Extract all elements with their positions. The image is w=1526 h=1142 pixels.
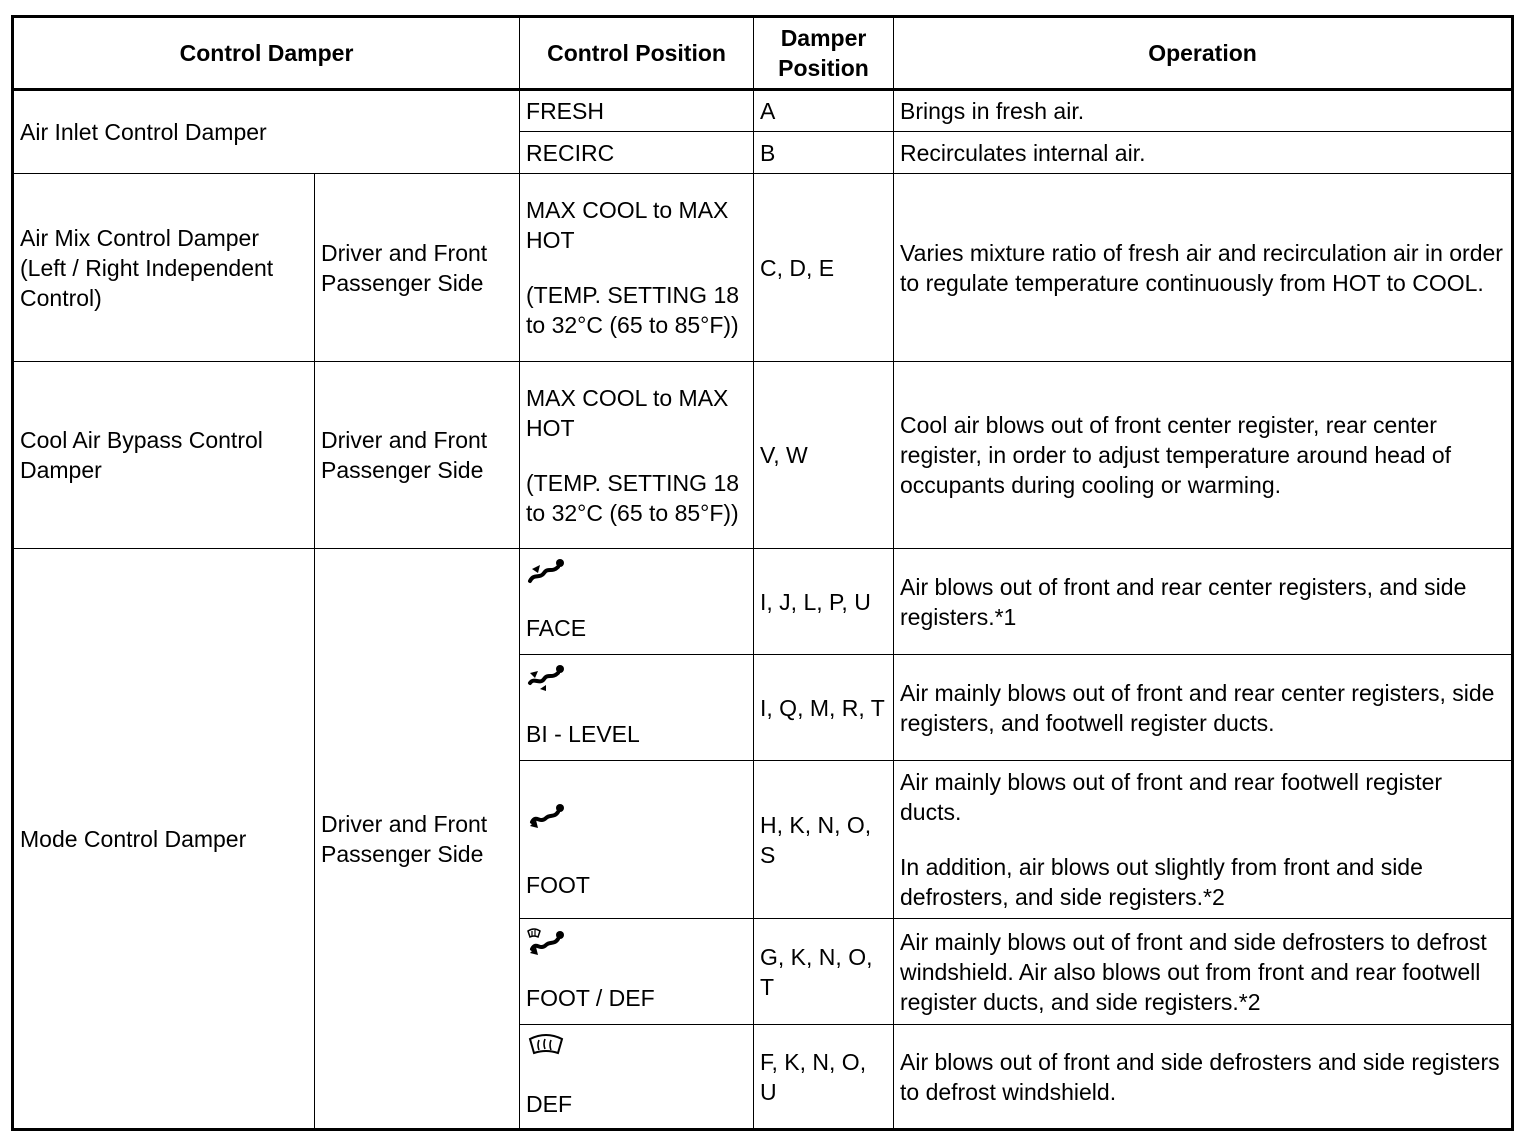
bi-level-position-cell (520, 655, 754, 761)
def-label: DEF (526, 1091, 573, 1117)
face-vent-icon (526, 557, 747, 593)
header-control-position: Control Position (520, 17, 754, 90)
bi-level-vent-icon (526, 663, 747, 699)
air-mix-temp-setting: (TEMP. SETTING 18 to 32°C (65 to 85°F)) (526, 282, 740, 338)
face-label: FACE (526, 615, 587, 641)
cool-air-bypass-position-range: MAX COOL to MAX HOT (526, 384, 729, 441)
foot-operation-text-2: In addition, air blows out slightly from front and side defrosters, and side registers.*2 (900, 854, 1423, 910)
face-operation-cell: Air blows out of front and rear center registers, and side registers.*1 (894, 549, 1513, 655)
foot-position-cell (520, 761, 754, 919)
foot-def-label: FOOT / DEF (526, 985, 655, 1011)
cool-air-bypass-damper-cell: Cool Air Bypass Control Damper (13, 362, 315, 549)
mode-side-cell: Driver and Front Passenger Side (315, 549, 520, 1130)
mode-damper-cell: Mode Control Damper (13, 549, 315, 1130)
recirc-position-cell: RECIRC (520, 132, 754, 174)
foot-def-damper-position-cell: G, K, N, O, T (754, 919, 894, 1025)
foot-vent-icon (526, 802, 747, 838)
foot-operation-cell (894, 761, 1513, 919)
header-damper-position: Damper Position (754, 17, 894, 90)
bi-level-operation-cell: Air mainly blows out of front and rear center registers, side registers, and footwell register ducts. (894, 655, 1513, 761)
table-row (13, 174, 1513, 362)
bi-level-label: BI - LEVEL (526, 721, 640, 747)
air-mix-damper-position-cell: C, D, E (754, 174, 894, 362)
defrost-icon (526, 1033, 747, 1069)
foot-damper-position-cell: H, K, N, O, S (754, 761, 894, 919)
face-damper-position-cell: I, J, L, P, U (754, 549, 894, 655)
foot-def-operation-cell: Air mainly blows out of front and side defrosters to defrost windshield. Air also blows out from front and rear footwell register ducts, and side registers.*2 (894, 919, 1513, 1025)
cool-air-bypass-position-cell (520, 362, 754, 549)
header-row (13, 17, 1513, 90)
recirc-damper-position-cell: B (754, 132, 894, 174)
cool-air-bypass-temp-setting: (TEMP. SETTING 18 to 32°C (65 to 85°F)) (526, 469, 740, 526)
def-damper-position-cell: F, K, N, O, U (754, 1025, 894, 1130)
air-mix-position-range: MAX COOL to MAX HOT (526, 197, 729, 253)
air-mix-operation-cell: Varies mixture ratio of fresh air and recirculation air in order to regulate temperature continuously from HOT to COOL. (894, 174, 1513, 362)
header-control-damper: Control Damper (13, 17, 520, 90)
foot-label: FOOT (526, 871, 590, 898)
face-position-cell (520, 549, 754, 655)
cool-air-bypass-damper-position-cell: V, W (754, 362, 894, 549)
cool-air-bypass-side-cell: Driver and Front Passenger Side (315, 362, 520, 549)
foot-operation-text-1: Air mainly blows out of front and rear footwell register ducts. (900, 769, 1443, 825)
air-mix-damper-cell: Air Mix Control Damper (Left / Right Independent Control) (13, 174, 315, 362)
air-mix-position-cell (520, 174, 754, 362)
air-mix-side-cell: Driver and Front Passenger Side (315, 174, 520, 362)
cool-air-bypass-operation-cell: Cool air blows out of front center register, rear center register, in order to adjust temperature around head of occupants during cooling or warming. (894, 362, 1513, 549)
header-operation: Operation (894, 17, 1513, 90)
air-inlet-damper-cell: Air Inlet Control Damper (13, 90, 520, 174)
recirc-operation-cell: Recirculates internal air. (894, 132, 1513, 174)
fresh-position-cell: FRESH (520, 90, 754, 132)
bi-level-damper-position-cell: I, Q, M, R, T (754, 655, 894, 761)
table-row (13, 549, 1513, 655)
def-position-cell (520, 1025, 754, 1130)
def-operation-cell: Air blows out of front and side defrosters and side registers to defrost windshield. (894, 1025, 1513, 1130)
foot-def-position-cell (520, 919, 754, 1025)
table-row (13, 90, 1513, 132)
fresh-operation-cell: Brings in fresh air. (894, 90, 1513, 132)
damper-operation-table (11, 15, 1514, 1131)
foot-defrost-icon (526, 927, 747, 963)
table-row (13, 362, 1513, 549)
fresh-damper-position-cell: A (754, 90, 894, 132)
